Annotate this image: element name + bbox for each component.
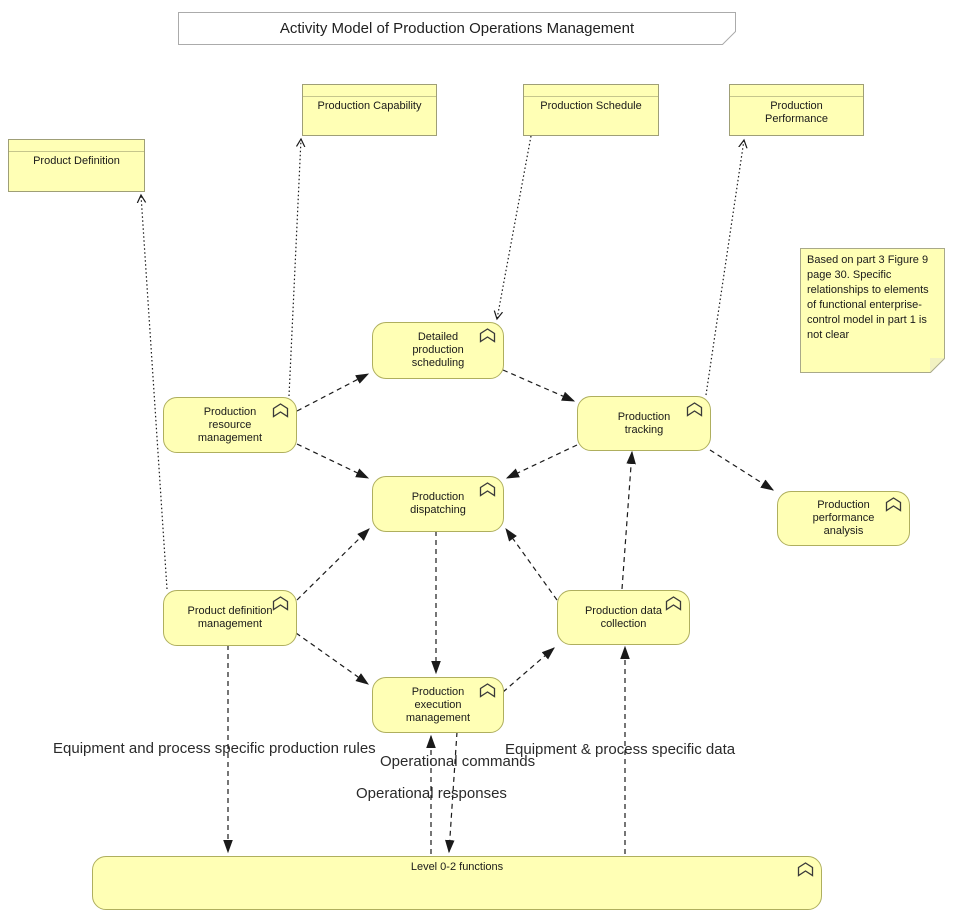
function-production-tracking[interactable] bbox=[577, 396, 711, 451]
object-production-schedule[interactable] bbox=[523, 84, 659, 136]
diagram-title-banner[interactable] bbox=[178, 12, 736, 45]
function-production-performance-analysis[interactable] bbox=[777, 491, 910, 546]
business-function-icon bbox=[665, 596, 682, 611]
object-production-performance[interactable] bbox=[729, 84, 864, 136]
label-equipment-process-production-rules[interactable]: Equipment and process specific production rules bbox=[53, 740, 376, 757]
business-function-icon bbox=[479, 328, 496, 343]
label-operational-commands[interactable]: Operational commands bbox=[380, 753, 536, 770]
business-function-icon bbox=[686, 402, 703, 417]
note-text: Based on part 3 Figure 9 page 30. Specific relationships to elements of functional enterprise-control model in part 1 is not clear bbox=[807, 254, 929, 341]
object-label: Production Schedule bbox=[540, 100, 642, 112]
object-top-band bbox=[303, 85, 436, 97]
function-label: Level 0-2 functions bbox=[410, 861, 504, 873]
note-fold-icon bbox=[930, 358, 945, 373]
business-function-icon bbox=[479, 482, 496, 497]
function-level-0-2-functions[interactable] bbox=[92, 856, 822, 910]
function-label: Production data collection bbox=[584, 604, 663, 630]
function-production-resource-management[interactable] bbox=[163, 397, 297, 453]
function-production-dispatching[interactable] bbox=[372, 476, 504, 532]
function-label: Production execution management bbox=[405, 685, 471, 724]
note-based-on-part3[interactable] bbox=[800, 248, 945, 373]
object-product-definition[interactable] bbox=[8, 139, 145, 192]
function-label: Production resource management bbox=[197, 405, 263, 444]
function-label: Product definition management bbox=[187, 605, 273, 630]
object-label: Production Capability bbox=[317, 100, 422, 112]
business-function-icon bbox=[272, 596, 289, 611]
function-label: Production tracking bbox=[617, 410, 671, 436]
object-top-band bbox=[9, 140, 144, 152]
function-product-definition-management[interactable] bbox=[163, 590, 297, 646]
function-production-execution-management[interactable] bbox=[372, 677, 504, 733]
business-function-icon bbox=[885, 497, 902, 512]
label-operational-responses[interactable]: Operational responses bbox=[356, 785, 507, 802]
page-title: Activity Model of Production Operations Management bbox=[279, 20, 635, 37]
object-top-band bbox=[730, 85, 863, 97]
function-label: Production dispatching bbox=[410, 491, 466, 516]
business-function-icon bbox=[272, 403, 289, 418]
object-label: Production Performance bbox=[765, 100, 828, 125]
object-top-band bbox=[524, 85, 658, 97]
label-equipment-process-specific-data[interactable]: Equipment & process specific data bbox=[505, 741, 736, 758]
object-production-capability[interactable] bbox=[302, 84, 437, 136]
function-label: Production performance analysis bbox=[812, 499, 875, 537]
function-label: Detailed production scheduling bbox=[411, 331, 465, 369]
function-detailed-production-scheduling[interactable] bbox=[372, 322, 504, 379]
object-label: Product Definition bbox=[33, 155, 120, 167]
business-function-icon bbox=[479, 683, 496, 698]
function-production-data-collection[interactable] bbox=[557, 590, 690, 645]
banner-corner-cut bbox=[722, 31, 736, 45]
business-function-icon bbox=[797, 862, 814, 877]
